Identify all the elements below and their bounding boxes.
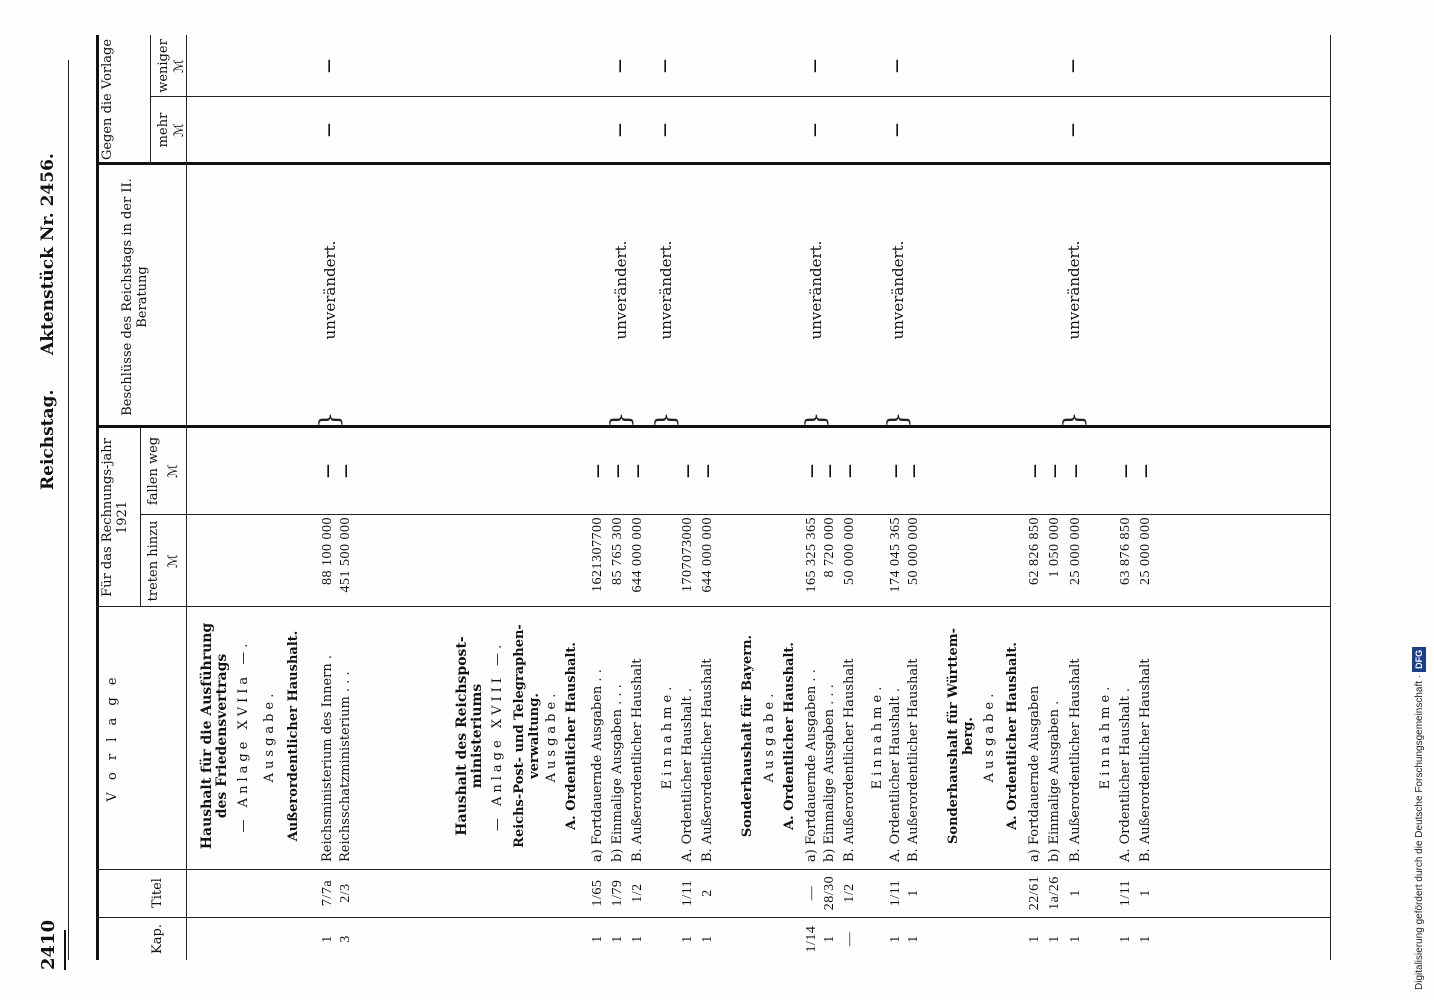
cell-fallen-weg: — [1138,464,1154,478]
cell-fallen-weg: — [338,464,354,478]
publication-title: Reichstag. [38,389,58,490]
cell-vorlage: B. Außerordentlicher Haushalt [842,658,857,862]
weg-beschluss-divider [96,425,1330,428]
cell-treten-hinzu: 25 000 000 [1138,517,1153,585]
cell-vorlage: Ausgabe. [762,689,777,783]
cell-vorlage: b) Einmalige Ausgaben . . . [610,684,625,862]
cell-treten-hinzu: 174 045 365 [888,517,903,593]
vorlage-hinzu-divider [96,606,1330,607]
cell-vorlage: A. Ordentlicher Haushalt . [888,687,903,862]
cell-treten-hinzu: 644 000 000 [700,517,715,593]
cell-kap: 1 [1047,935,1062,943]
cell-treten-hinzu: 85 765 300 [610,517,625,585]
cell-fallen-weg: — [590,464,606,478]
table-top-rule [96,35,99,960]
cell-titel: 1/65 [590,879,605,907]
cell-kap: 1 [1068,935,1083,943]
cell-treten-hinzu: 50 000 000 [842,517,857,585]
gegen-weniger-dash: — [1065,59,1081,73]
cell-titel: — [804,885,819,901]
cell-kap: 1 [610,935,625,943]
beschluss-unveraendert: unverändert. [612,240,630,340]
cell-vorlage: Einnahme. [870,682,885,790]
col-treten-hinzu-header: treten hinzu [146,520,161,602]
cell-fallen-weg: — [610,464,626,478]
cell-kap: 1 [680,935,695,943]
cell-treten-hinzu: 25 000 000 [1068,517,1083,585]
cell-titel: 1/2 [630,883,645,903]
brace-mark: } [651,411,681,428]
cell-vorlage: Einnahme. [660,682,675,790]
rechnungsjahr-sub-rule [140,428,141,607]
cell-fallen-weg: — [906,464,922,478]
cell-titel: 1/79 [610,879,625,907]
cell-titel: 28/30 [822,875,837,911]
col-gegen-vorlage-header: Gegen die Vorlage [100,38,115,161]
cell-treten-hinzu: 165 325 365 [804,517,819,593]
cell-treten-hinzu: 644 000 000 [630,517,645,593]
mehr-weniger-divider [150,96,1330,97]
cell-vorlage: Außerordentlicher Haushalt. [286,630,301,842]
cell-vorlage: Sonderhaushalt für Bayern. [740,634,755,838]
col-rechnungsjahr-header: Für das Rechnungs-jahr 1921 [100,438,130,597]
beschluss-unveraendert: unverändert. [1065,240,1083,340]
cell-treten-hinzu: 50 000 000 [906,517,921,585]
cell-vorlage: A. Ordentlicher Haushalt. [1005,642,1020,830]
digitization-text: Digitalisierung gefördert durch die Deutsche Forschungsgemeinschaft · [1414,674,1425,990]
cell-fallen-weg: — [1118,464,1134,478]
cell-fallen-weg: — [320,464,336,478]
cell-treten-hinzu: 1 050 000 [1047,517,1062,578]
cell-fallen-weg: — [680,464,696,478]
cell-titel: 1/2 [842,883,857,903]
cell-kap: 1 [1138,935,1153,943]
cell-kap: 1 [1027,935,1042,943]
cell-treten-hinzu: 62 826 850 [1027,517,1042,585]
col-beschluesse-header: Beschlüsse des Reichstags in der II. Beratung [120,178,150,416]
cell-kap: — [842,931,857,947]
cell-treten-hinzu: 8 720 000 [822,517,837,578]
cell-titel: 2/3 [338,883,353,903]
cell-titel: 22/61 [1027,875,1042,911]
cell-vorlage: b) Einmalige Ausgaben . . . [822,684,837,862]
cell-titel: 1 [1068,889,1083,897]
cell-vorlage: — Anlage XVIIa —. [236,639,251,833]
cell-vorlage: a) Fortdauernde Ausgaben [1027,685,1042,862]
cell-treten-hinzu: 1707073000 [680,517,695,592]
gegen-weniger-dash: — [889,59,905,73]
dfg-logo: DFG [1412,647,1426,672]
beschluss-unveraendert: unverändert. [657,240,675,340]
cell-vorlage: A. Ordentlicher Haushalt. [782,642,797,830]
table-bottom-rule [1330,35,1331,960]
gegen-mehr-dash: — [657,123,673,137]
cell-kap: 1 [906,935,921,943]
col-weniger-header: weniger [156,39,171,93]
cell-kap: 1 [888,935,903,943]
cell-vorlage: Haushalt des Reichspost-ministeriums [454,636,485,836]
cell-vorlage: B. Außerordentlicher Haushalt [1068,658,1083,862]
cell-vorlage: Reichsministerium des Innern . [320,654,335,862]
cell-vorlage: A. Ordentlicher Haushalt. [564,642,579,830]
cell-vorlage: Sonderhaushalt für Württem-berg. [946,628,976,844]
gegen-weniger-dash: — [807,59,823,73]
cell-titel: 1/11 [680,879,695,907]
cell-titel: 1 [1138,889,1153,897]
cell-treten-hinzu: 451 500 000 [338,517,353,593]
cell-titel: 1a/26 [1047,876,1062,910]
cell-titel: 7/7a [320,879,335,907]
cell-vorlage: B. Außerordentlicher Haushalt [630,658,645,862]
cell-vorlage: Haushalt für die Ausführung des Friedensvertrags [199,622,230,850]
gegen-sub-rule [150,35,151,165]
unit-mark-hinzu: ℳ [166,554,181,568]
cell-vorlage: B. Außerordentlicher Haushalt [700,658,715,862]
cell-fallen-weg: — [700,464,716,478]
gegen-mehr-dash: — [807,123,823,137]
cell-kap: 1 [630,935,645,943]
col-vorlage-header: V o r l a g e [105,673,120,802]
cell-fallen-weg: — [842,464,858,478]
cell-fallen-weg: — [1068,464,1084,478]
cell-vorlage: Reichs-Post- und Telegraphen-verwaltung. [512,624,542,848]
page-number-underline [64,930,66,970]
header-bottom-rule [186,35,187,960]
gegen-weniger-dash: — [321,59,337,73]
cell-kap: 1 [700,935,715,943]
cell-treten-hinzu: 63 876 850 [1118,517,1133,585]
cell-vorlage: Ausgabe. [262,689,277,783]
digitization-note [1410,10,1432,990]
cell-titel: 1/11 [1118,879,1133,907]
cell-vorlage: Einnahme. [1098,682,1113,790]
cell-fallen-weg: — [804,464,820,478]
col-kap-header: Kap. [150,924,165,954]
cell-vorlage: a) Fortdauernde Ausgaben . . [590,669,605,862]
gegen-weniger-dash: — [612,59,628,73]
cell-titel: 1/11 [888,879,903,907]
brace-mark: } [883,411,913,428]
brace-mark: } [315,411,345,428]
cell-kap: 1 [320,935,335,943]
unit-mark-mehr: ℳ [172,123,187,137]
beschluss-unveraendert: unverändert. [889,240,907,340]
cell-kap: 1/14 [804,925,819,953]
cell-vorlage: b) Einmalige Ausgaben . [1047,700,1062,862]
cell-vorlage: A. Ordentlicher Haushalt . [1118,687,1133,862]
cell-kap: 1 [822,935,837,943]
brace-mark: } [801,411,831,428]
cell-vorlage: Reichsschatzministerium . . . [338,671,353,862]
cell-treten-hinzu: 1621307700 [590,517,605,592]
page-number: 2410 [38,919,59,970]
hinzu-weg-divider [140,514,1330,515]
table-outer-rule [68,60,69,960]
cell-vorlage: a) Fortdauernde Ausgaben . . [804,669,819,862]
cell-vorlage: B. Außerordentlicher Haushalt [1138,658,1153,862]
gegen-mehr-dash: — [321,123,337,137]
cell-vorlage: A. Ordentlicher Haushalt . [680,687,695,862]
cell-titel: 2 [700,889,715,897]
gegen-mehr-dash: — [889,123,905,137]
gegen-mehr-dash: — [612,123,628,137]
cell-kap: 3 [338,935,353,943]
cell-titel: 1 [906,889,921,897]
cell-kap: 1 [1118,935,1133,943]
cell-kap: 1 [590,935,605,943]
cell-fallen-weg: — [1027,464,1043,478]
cell-fallen-weg: — [822,464,838,478]
col-titel-header: Titel [150,878,165,908]
col-mehr-header: mehr [156,112,171,148]
col-fallen-weg-header: fallen weg [146,436,161,506]
unit-mark-weg: ℳ [166,464,181,478]
cell-vorlage: Ausgabe. [982,689,997,783]
brace-mark: } [606,411,636,428]
document-reference: Aktenstück Nr. 2456. [38,153,58,355]
cell-vorlage: — Anlage XVIII —. [490,640,505,832]
unit-mark-weniger: ℳ [172,59,187,73]
cell-fallen-weg: — [888,464,904,478]
beschluss-gegen-divider [96,162,1330,165]
cell-fallen-weg: — [1047,464,1063,478]
brace-mark: } [1059,411,1089,428]
cell-vorlage: Ausgabe. [544,689,559,783]
gegen-weniger-dash: — [657,59,673,73]
beschluss-unveraendert: unverändert. [807,240,825,340]
cell-treten-hinzu: 88 100 000 [320,517,335,585]
cell-vorlage: B. Außerordentlicher Haushalt [906,658,921,862]
beschluss-unveraendert: unverändert. [321,240,339,340]
gegen-mehr-dash: — [1065,123,1081,137]
cell-fallen-weg: — [630,464,646,478]
